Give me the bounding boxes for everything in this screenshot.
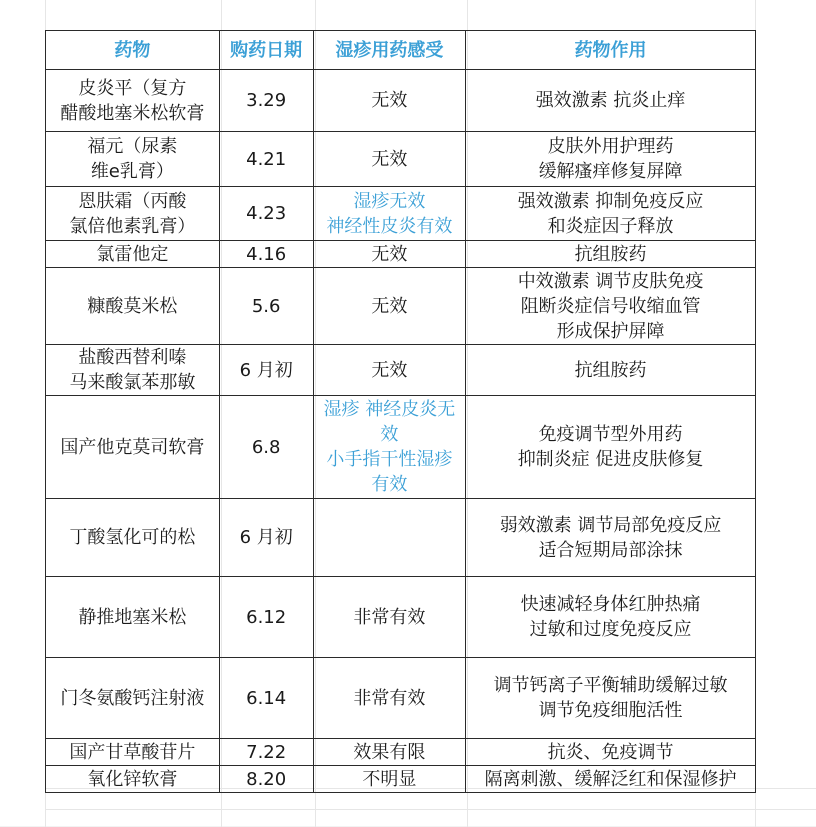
table-row [46, 396, 756, 499]
cell-medicine[interactable] [46, 499, 220, 577]
cell-drug-action-line: 过敏和过度免疫反应 [529, 619, 692, 640]
cell-drug-action[interactable] [466, 345, 756, 396]
cell-medicine-line: 盐酸西替利嗪 [78, 347, 187, 368]
cell-medicine[interactable] [46, 70, 220, 132]
cell-drug-action[interactable] [466, 187, 756, 241]
table-row [46, 241, 756, 268]
cell-purchase-date[interactable]: 6.8 [219, 396, 313, 499]
cell-drug-action-line: 抗炎、免疫调节 [547, 741, 674, 763]
cell-purchase-date[interactable]: 3.29 [219, 70, 313, 132]
cell-drug-action-line: 适合短期局部涂抹 [538, 539, 683, 561]
cell-drug-action-line: 免疫调节型外用药 [538, 424, 683, 445]
cell-medicine[interactable] [46, 268, 220, 345]
cell-drug-action-line: 中效激素 调节皮肤免疫 [517, 270, 704, 292]
medication-table [45, 30, 756, 793]
cell-drug-action-line: 形成保护屏障 [556, 320, 665, 342]
cell-eczema-feeling[interactable] [313, 187, 466, 241]
cell-drug-action-line: 强效激素 抗炎止痒 [535, 90, 686, 111]
cell-eczema-feeling-line: 小手指干性湿疹 [326, 449, 453, 470]
cell-drug-action[interactable] [466, 739, 756, 766]
cell-purchase-date[interactable]: 6 月初 [219, 345, 313, 396]
cell-medicine[interactable] [46, 187, 220, 241]
cell-medicine-line: 福元（尿素 [87, 136, 178, 157]
cell-eczema-feeling-line: 效 [380, 424, 399, 445]
cell-eczema-feeling-line: 神经性皮炎有效 [326, 215, 453, 237]
header-medicine[interactable]: 药物 [46, 31, 220, 70]
cell-eczema-feeling[interactable] [313, 499, 466, 577]
cell-eczema-feeling-line: 无效 [371, 295, 408, 317]
cell-eczema-feeling-line: 不明显 [362, 768, 417, 790]
cell-medicine-line: 氯倍他素乳膏） [69, 215, 196, 237]
cell-drug-action-line: 缓解瘙痒修复屏障 [538, 161, 683, 182]
cell-medicine-line: 静推地塞米松 [78, 606, 187, 628]
cell-medicine-line: 丁酸氢化可的松 [69, 527, 196, 548]
cell-medicine-line: 恩肤霜（丙酸 [78, 190, 187, 212]
cell-eczema-feeling[interactable] [313, 766, 466, 793]
cell-medicine[interactable] [46, 739, 220, 766]
cell-medicine-line: 皮炎平（复方 [78, 77, 187, 99]
cell-purchase-date[interactable]: 6 月初 [219, 499, 313, 577]
cell-eczema-feeling-line: 无效 [371, 243, 408, 265]
table-row [46, 268, 756, 345]
cell-drug-action-line: 弱效激素 调节局部免疫反应 [499, 514, 722, 536]
cell-medicine[interactable] [46, 132, 220, 187]
cell-eczema-feeling[interactable] [313, 345, 466, 396]
table-row [46, 739, 756, 766]
cell-drug-action[interactable] [466, 396, 756, 499]
cell-medicine-line: 糠酸莫米松 [87, 295, 178, 317]
header-eczema-feeling[interactable]: 湿疹用药感受 [313, 31, 466, 70]
cell-medicine-line: 醋酸地塞米松软膏 [60, 102, 205, 124]
cell-drug-action-line: 和炎症因子释放 [547, 215, 674, 237]
header-drug-action[interactable]: 药物作用 [466, 31, 756, 70]
table-row [46, 187, 756, 241]
cell-eczema-feeling-line: 非常有效 [353, 606, 426, 628]
cell-drug-action[interactable] [466, 70, 756, 132]
cell-drug-action[interactable] [466, 499, 756, 577]
cell-purchase-date[interactable]: 5.6 [219, 268, 313, 345]
cell-medicine-line: 氯雷他定 [96, 243, 169, 265]
cell-purchase-date[interactable]: 6.12 [219, 577, 313, 658]
cell-eczema-feeling[interactable] [313, 396, 466, 499]
cell-drug-action-line: 阻断炎症信号收缩血管 [520, 295, 701, 317]
table-row [46, 132, 756, 187]
cell-medicine-line: 维e乳膏） [90, 161, 174, 182]
cell-medicine[interactable] [46, 241, 220, 268]
cell-eczema-feeling-line: 湿疹无效 [353, 190, 426, 212]
cell-eczema-feeling[interactable] [313, 268, 466, 345]
cell-medicine[interactable] [46, 577, 220, 658]
cell-drug-action[interactable] [466, 268, 756, 345]
cell-eczema-feeling[interactable] [313, 658, 466, 739]
cell-medicine-line: 氧化锌软膏 [87, 768, 178, 790]
cell-purchase-date[interactable]: 6.14 [219, 658, 313, 739]
cell-drug-action-line: 强效激素 抑制免疫反应 [517, 190, 704, 212]
cell-drug-action-line: 皮肤外用护理药 [547, 136, 674, 157]
cell-eczema-feeling[interactable] [313, 739, 466, 766]
cell-eczema-feeling-line: 无效 [371, 90, 408, 111]
cell-eczema-feeling[interactable] [313, 70, 466, 132]
table-row [46, 345, 756, 396]
cell-drug-action-line: 抑制炎症 促进皮肤修复 [517, 449, 704, 470]
cell-eczema-feeling[interactable] [313, 577, 466, 658]
cell-medicine[interactable] [46, 396, 220, 499]
cell-drug-action[interactable] [466, 766, 756, 793]
cell-drug-action-line: 隔离刺激、缓解泛红和保湿修护 [484, 768, 737, 790]
cell-eczema-feeling[interactable] [313, 241, 466, 268]
cell-medicine[interactable] [46, 345, 220, 396]
cell-purchase-date[interactable]: 4.21 [219, 132, 313, 187]
cell-drug-action-line: 调节钙离子平衡辅助缓解过敏 [493, 675, 728, 696]
cell-eczema-feeling-line: 无效 [371, 359, 408, 381]
cell-eczema-feeling[interactable] [313, 132, 466, 187]
cell-drug-action-line: 调节免疫细胞活性 [538, 700, 683, 721]
cell-drug-action[interactable] [466, 132, 756, 187]
cell-drug-action-line: 抗组胺药 [574, 359, 647, 381]
cell-medicine-line: 门冬氨酸钙注射液 [60, 687, 205, 709]
cell-drug-action-line: 快速减轻身体红肿热痛 [520, 594, 701, 615]
cell-eczema-feeling-line: 有效 [371, 474, 408, 495]
cell-medicine-line: 马来酸氯苯那敏 [69, 372, 196, 393]
cell-drug-action[interactable] [466, 658, 756, 739]
cell-drug-action[interactable] [466, 241, 756, 268]
cell-medicine-line: 国产他克莫司软膏 [60, 436, 205, 458]
cell-purchase-date[interactable]: 4.16 [219, 241, 313, 268]
cell-medicine[interactable] [46, 658, 220, 739]
header-purchase-date[interactable]: 购药日期 [219, 31, 313, 70]
cell-medicine[interactable] [46, 766, 220, 793]
cell-eczema-feeling-line: 湿疹 神经皮炎无 [323, 399, 456, 420]
cell-eczema-feeling-line: 非常有效 [353, 687, 426, 709]
table-row [46, 658, 756, 739]
cell-drug-action-line: 抗组胺药 [574, 243, 647, 265]
header-row [46, 31, 756, 70]
cell-medicine-line: 国产甘草酸苷片 [69, 741, 196, 763]
cell-purchase-date[interactable]: 4.23 [219, 187, 313, 241]
table-row [46, 766, 756, 793]
table-row [46, 577, 756, 658]
cell-purchase-date[interactable]: 7.22 [219, 739, 313, 766]
table-row [46, 499, 756, 577]
cell-purchase-date[interactable]: 8.20 [219, 766, 313, 793]
cell-drug-action[interactable] [466, 577, 756, 658]
cell-eczema-feeling-line: 效果有限 [353, 741, 426, 763]
table-row [46, 70, 756, 132]
cell-eczema-feeling-line: 无效 [371, 148, 408, 170]
